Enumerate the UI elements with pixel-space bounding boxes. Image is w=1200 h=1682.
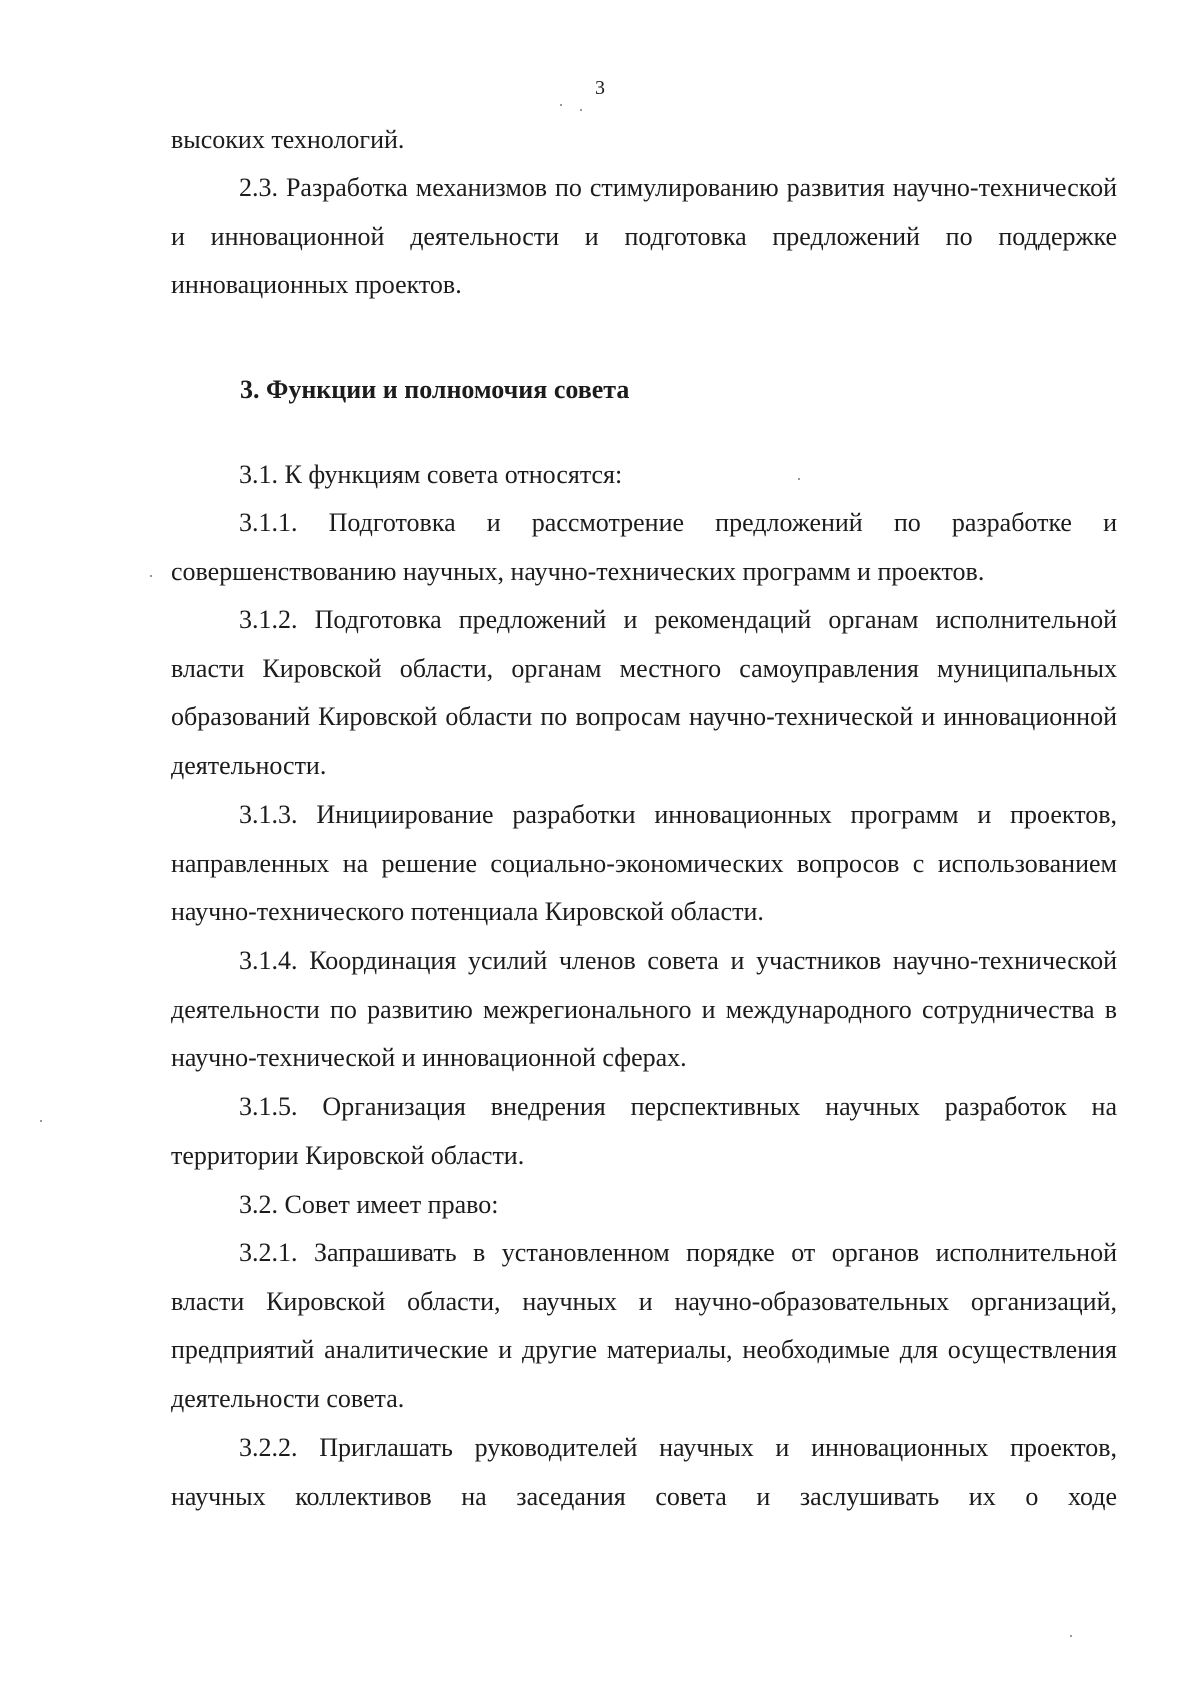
scan-speck: [1070, 1635, 1072, 1637]
paragraph-3-1-1: 3.1.1. Подготовка и рассмотрение предложений по разработке и совершенствованию научных, научно-технических программ и проектов.: [171, 508, 1117, 586]
section-heading-3: 3. Функции и полномочия совета: [240, 375, 630, 404]
page-number: 3: [595, 77, 605, 99]
paragraph-3-2: 3.2. Совет имеет право:: [239, 1190, 499, 1219]
scan-speck: [798, 478, 800, 480]
paragraph-continuation: высоких технологий.: [171, 125, 405, 154]
paragraph-3-1-3: 3.1.3. Инициирование разработки инновационных программ и проектов, направленных на решение социально-экономических вопросов с использованием научно-технического потенциала Кировской области.: [171, 800, 1117, 927]
scan-speck: [560, 104, 562, 106]
scan-speck: [40, 1120, 42, 1122]
paragraph-3-1-4: 3.1.4. Координация усилий членов совета и участников научно-технической деятельности по развитию межрегионального и международного сотрудничества в научно-технической и инновационной сферах.: [171, 946, 1117, 1073]
scan-speck: [150, 575, 152, 577]
paragraph-3-2-2: 3.2.2. Приглашать руководителей научных и инновационных проектов, научных коллективов на заседания совета и заслушивать их о ходе: [171, 1433, 1117, 1511]
scan-speck: [580, 109, 582, 111]
paragraph-2-3: 2.3. Разработка механизмов по стимулированию развития научно-технической и инновационной деятельности и подготовка предложений по поддержке инновационных проектов.: [171, 173, 1117, 300]
paragraph-3-1-2: 3.1.2. Подготовка предложений и рекомендаций органам исполнительной власти Кировской области, органам местного самоуправления муниципальных образований Кировской области по вопросам научно-технической и инновационной деятельности.: [171, 605, 1117, 780]
paragraph-3-1: 3.1. К функциям совета относятся:: [239, 460, 623, 489]
paragraph-3-2-1: 3.2.1. Запрашивать в установленном порядке от органов исполнительной власти Кировской области, научных и научно-образовательных организаций, предприятий аналитические и другие материалы, необходимые для осуществления деятельности совета.: [171, 1238, 1117, 1413]
paragraph-3-1-5: 3.1.5. Организация внедрения перспективных научных разработок на территории Кировской области.: [171, 1092, 1117, 1170]
